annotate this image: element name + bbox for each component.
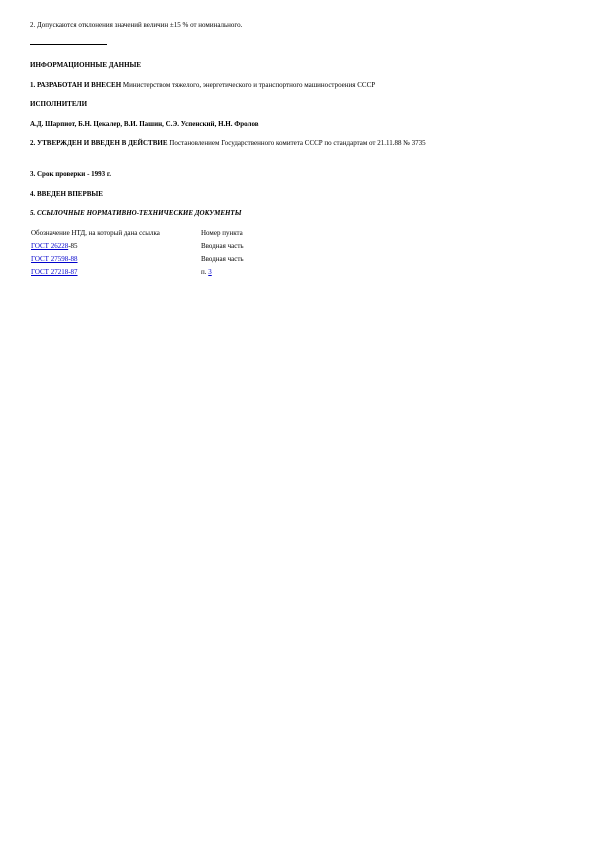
separator-line	[30, 44, 107, 45]
approved-item	[30, 138, 550, 148]
table-row	[30, 253, 246, 266]
header-cell-point: Номер пункта	[201, 229, 243, 237]
point-cell: Вводная часть	[201, 255, 244, 263]
review-term-item: 3. Срок проверки - 1993 г.	[30, 170, 112, 178]
gost-27598-link[interactable]: ГОСТ 27598-88	[31, 255, 78, 263]
reference-docs-table	[30, 227, 246, 279]
point-cell	[200, 266, 246, 279]
approved-text: Постановлением Государственного комитета СССР по стандартам от 21.11.88 № 3735	[169, 139, 426, 147]
designation-cell	[30, 266, 200, 279]
developed-item	[30, 80, 550, 90]
reference-docs-title: 5. ССЫЛОЧНЫЕ НОРМАТИВНО-ТЕХНИЧЕСКИЕ ДОКУМЕНТЫ	[30, 209, 242, 217]
reference-docs-heading	[30, 208, 550, 218]
table-row	[30, 266, 246, 279]
point-3-link[interactable]: 3	[208, 268, 212, 276]
table-header-row	[30, 227, 246, 240]
header-cell-designation: Обозначение НТД, на который дана ссылка	[31, 229, 160, 237]
gost-26228-link[interactable]: ГОСТ 26228	[31, 242, 69, 250]
tolerance-note: 2. Допускаются отклонения значений величин ±15 % от номинального.	[30, 21, 243, 29]
gost-27218-link[interactable]: ГОСТ 27218-87	[31, 268, 78, 276]
executors-heading: ИСПОЛНИТЕЛИ	[30, 100, 88, 108]
designation-cell	[30, 253, 200, 266]
point-cell: Вводная часть	[201, 242, 244, 250]
developed-prefix: 1. РАЗРАБОТАН И ВНЕСЕН	[30, 81, 122, 89]
info-data-heading: ИНФОРМАЦИОННЫЕ ДАННЫЕ	[30, 61, 142, 69]
designation-cell	[30, 240, 200, 253]
approved-prefix: 2. УТВЕРЖДЕН И ВВЕДЕН В ДЕЙСТВИЕ	[30, 139, 168, 147]
first-introduced-item: 4. ВВЕДЕН ВПЕРВЫЕ	[30, 190, 103, 198]
table-row	[30, 240, 246, 253]
point-prefix: п.	[201, 268, 209, 276]
executors-list: А.Д. Шарпиот, Б.Н. Цекалер, В.И. Пашин, С.Э. Успенский, Н.Н. Фролов	[30, 120, 259, 128]
designation-suffix: -85	[68, 242, 78, 250]
developed-text: Министерством тяжелого, энергетического и транспортного машиностроения СССР	[122, 81, 376, 89]
